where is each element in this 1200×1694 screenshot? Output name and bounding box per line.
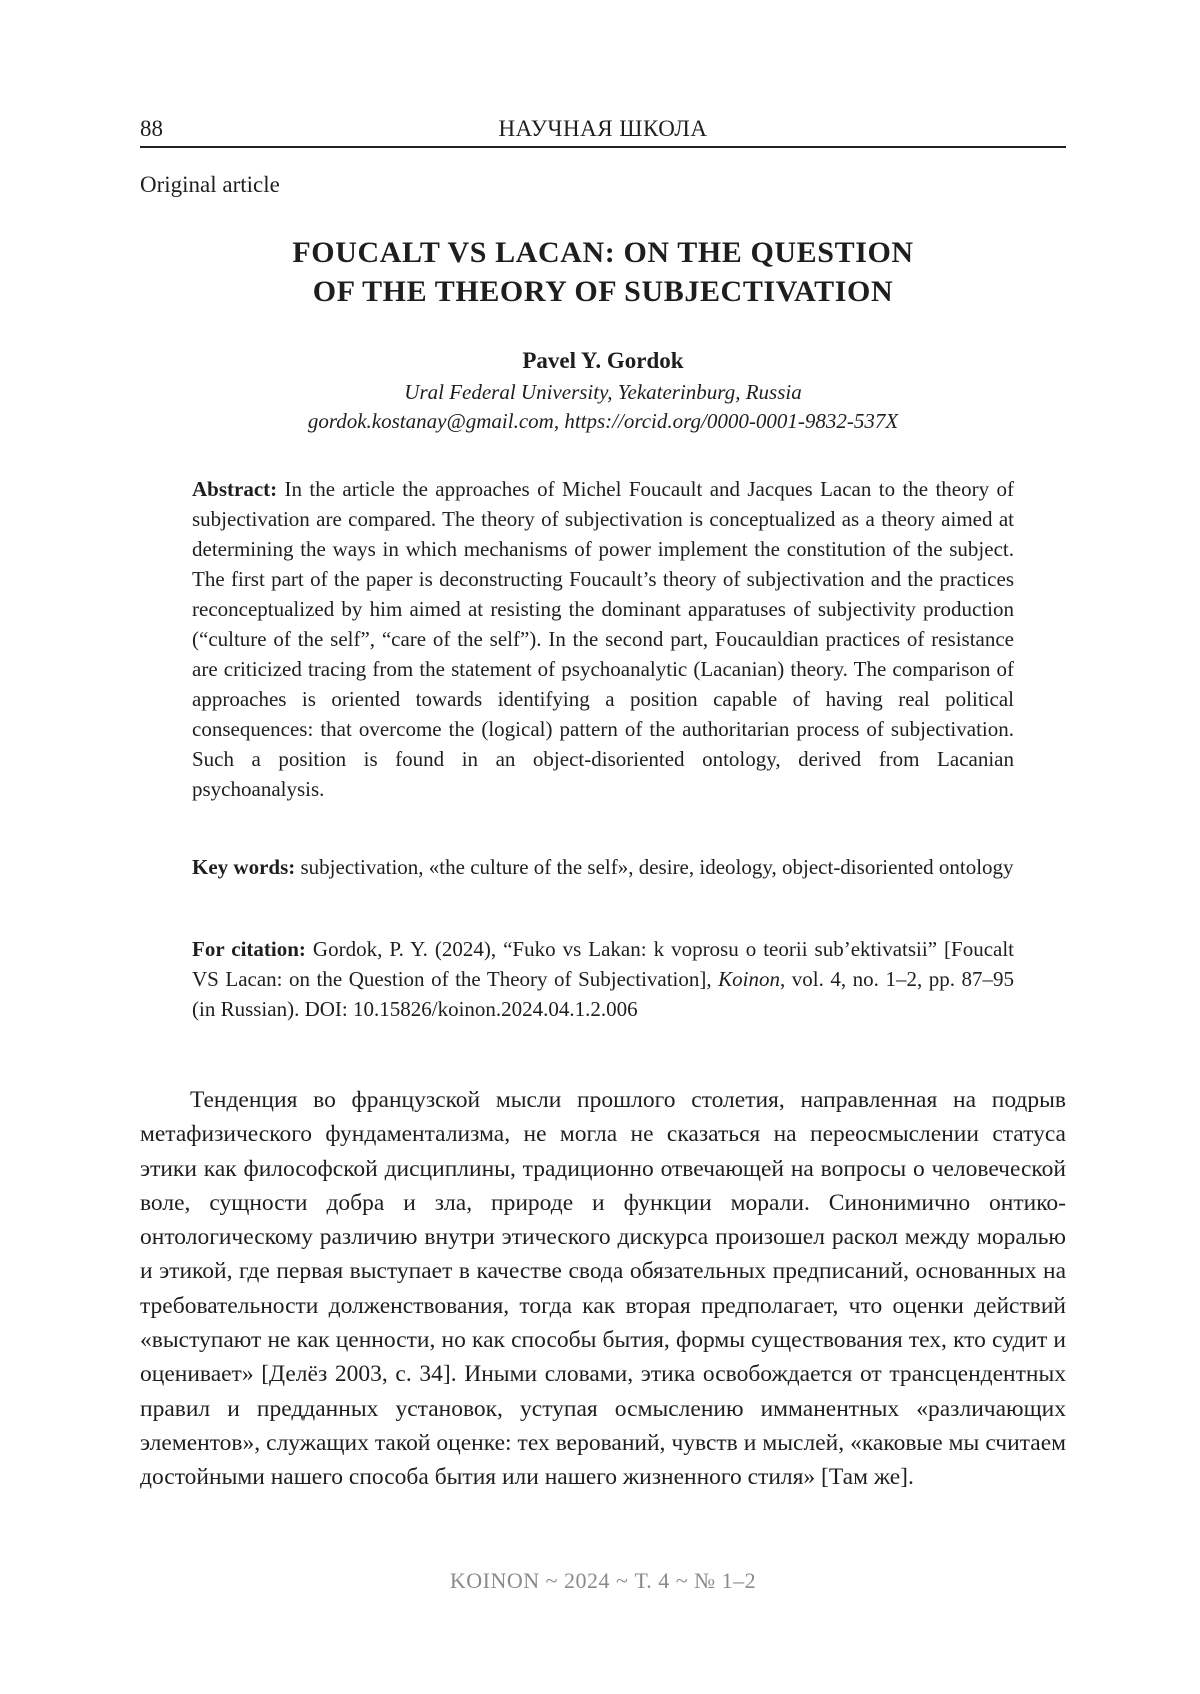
title-line-2: OF THE THEORY OF SUBJECTIVATION <box>312 275 894 308</box>
body-paragraph: Тенденция во французской мысли прошлого столетия, направленная на подрыв метафизического фундаментализма, не могла не сказаться на переосмыслении статуса этики как философской дисциплины, традиционно отвечающей на вопросы о человеческой воле, сущности добра и зла, природе и функции морали. Синонимично онтико-онтологическому различию внутри этического дискурса произошел раскол между моралью и этикой, где первая выступает в качестве свода обязательных предписаний, основанных на требовательности долженствования, тогда как вторая предполагает, что оценки действий «выступают не как ценности, но как способы бытия, формы существования тех, кто судит и оценивает» [Делёз 2003, с. 34]. Иными словами, этика освобождается от трансцендентных правил и предданных установок, уступая осмыслению имманентных «различающих элементов», служащих такой оценке: тех верований, чувств и мыслей, «каковые мы считаем достойными нашего способа бытия или нашего жизненного стиля» [Там же]. <box>140 1087 1066 1491</box>
author-name: Pavel Y. Gordok <box>522 348 684 373</box>
author-affiliation: Ural Federal University, Yekaterinburg, Russia <box>404 380 802 404</box>
citation-details: , vol. 4, no. 1–2, pp. 87–95 (in Russian). DOI: 10.15826/koinon.2024.04.1.2.006 <box>192 967 1014 1021</box>
citation <box>192 934 1014 1024</box>
author-contact: gordok.kostanay@gmail.com, https://orcid.org/0000-0001-9832-537X <box>307 409 899 433</box>
title-line-1: FOUCALT VS LACAN: ON THE QUESTION <box>292 236 914 269</box>
abstract-text: In the article the approaches of Michel Foucault and Jacques Lacan to the theory of subjectivation are compared. The theory of subjectivation is conceptualized as a theory aimed at determining the ways in which mechanisms of power implement the constitution of the subject. The first part of the paper is deconstructing Foucault’s theory of subjectivation and the practices reconceptualized by him aimed at resisting the dominant apparatuses of subjectivity production (“culture of the self”, “care of the self”). In the second part, Foucauldian practices of resistance are criticized tracing from the statement of psychoanalytic (Lacanian) theory. The comparison of approaches is oriented towards identifying a position capable of having real political consequences: that overcome the (logical) pattern of the authoritarian process of subjectivation. Such a position is found in an object-disoriented ontology, derived from Lacanian psychoanalysis. <box>192 477 1014 801</box>
abstract-label: Abstract: <box>192 477 278 501</box>
keywords <box>192 852 1014 882</box>
page-number: 88 <box>140 116 163 141</box>
journal-section-title: НАУЧНАЯ ШКОЛА <box>498 116 708 141</box>
abstract <box>192 474 1014 804</box>
keywords-text: subjectivation, «the culture of the self», desire, ideology, object-disoriented ontology <box>300 855 1014 879</box>
article-type: Original article <box>140 172 280 197</box>
keywords-label: Key words: <box>192 855 296 879</box>
article-title <box>140 233 1066 311</box>
citation-text: Gordok, P. Y. (2024), “Fuko vs Lakan: k voprosu o teorii sub’ektivatsii” [Foucalt VS Lacan: on the Question of the Theory of Subjectivation], <box>192 937 1014 991</box>
journal-footer: KOINON ~ 2024 ~ Т. 4 ~ № 1–2 <box>449 1568 757 1593</box>
author-block <box>140 344 1066 436</box>
running-header <box>140 112 1066 148</box>
citation-journal: Koinon <box>718 967 781 991</box>
citation-label: For citation: <box>192 937 306 961</box>
